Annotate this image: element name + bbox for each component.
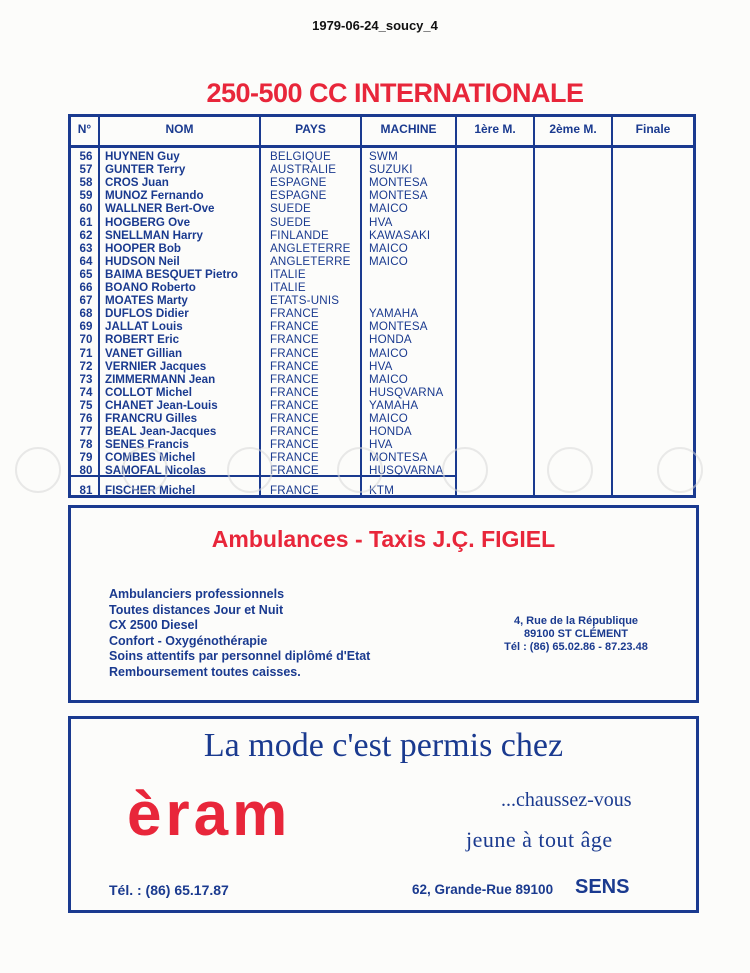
row-number: 78 [79,438,93,452]
column-divider [611,117,613,495]
row-number: 59 [79,189,93,203]
rider-country: ESPAGNE [270,189,327,203]
service-line: Confort - Oxygénothérapie [109,633,268,648]
service-line: Remboursement toutes caisses. [109,664,301,679]
row-number: 76 [79,412,93,425]
rider-country: AUSTRALIE [270,163,337,177]
rider-country: FRANCE [270,346,319,360]
rider-machine: HUSQVARNA [369,385,444,399]
rider-country: ITALIE [270,281,306,294]
rider-machine: MAICO [369,372,409,386]
rider-name: WALLNER Bert-Ove [105,202,215,216]
rider-country: FRANCE [270,412,319,425]
rider-machine: YAMAHA [369,398,419,412]
eram-phone: Tél. : (86) 65.17.87 [109,882,229,898]
address-line: Tél : (86) 65.02.86 - 87.23.48 [504,641,648,653]
row-number: 61 [79,215,93,229]
header-finale: Finale [635,122,671,136]
results-table [68,114,696,498]
column-divider [259,117,261,495]
rider-country: ESPAGNE [270,176,327,190]
rider-name: COLLOT Michel [105,385,192,399]
rider-country: FRANCE [270,425,319,439]
rider-country: FRANCE [270,451,319,465]
rider-name: GUNTER Terry [105,163,186,177]
row-number: 71 [79,346,93,360]
column-divider [360,117,362,495]
rider-name: CHANET Jean-Louis [105,398,218,412]
row-number: 80 [79,464,93,478]
row-number: 60 [79,202,93,216]
rider-machine: KTM [369,483,395,497]
rider-country: FRANCE [270,359,319,373]
rider-name: HOOPER Bob [105,241,182,255]
rider-name: SNELLMAN Harry [105,228,203,242]
row-number: 72 [79,359,93,373]
row-number: 57 [79,163,93,177]
rider-name: VERNIER Jacques [105,359,207,373]
rider-name: JALLAT Louis [105,320,183,334]
rider-machine: MAICO [369,202,409,216]
service-line: CX 2500 Diesel [109,618,198,632]
rider-name: HUDSON Neil [105,254,180,268]
rider-name: SENES Francis [105,438,189,452]
row-number: 63 [79,241,93,255]
eram-slogan-line-1: ...chaussez-vous [501,789,632,811]
rider-machine: HVA [369,438,393,452]
rider-machine: MAICO [369,241,409,255]
rider-country: FINLANDE [270,228,329,242]
rider-name: CROS Juan [105,176,169,190]
rider-country: SUEDE [270,215,311,229]
ambulance-ad [68,505,699,703]
rider-machine: MONTESA [369,320,428,334]
header-num: N° [77,122,92,136]
results-title: 250-500 CC INTERNATIONALE [206,78,584,108]
rider-name: FISCHER Michel [105,483,196,497]
row-number: 75 [79,398,93,412]
rider-name: BAIMA BESQUET Pietro [105,267,238,281]
rider-name: FRANCRU Gilles [105,412,198,425]
rider-name: DUFLOS Didier [105,307,189,321]
rider-machine: MONTESA [369,176,428,190]
rider-country: FRANCE [270,333,319,347]
eram-address: 62, Grande-Rue 89100 [412,882,554,897]
rider-machine: MAICO [369,346,409,360]
row-number: 65 [79,267,93,281]
rider-machine: HUSQVARNA [369,464,444,478]
rider-machine: SWM [369,150,398,163]
rider-name: MUNOZ Fernando [105,189,204,203]
row-number: 69 [79,320,93,334]
row-number: 79 [79,451,93,465]
row-number: 56 [79,150,93,163]
header-manche-2: 2ème M. [549,122,597,136]
rider-name: BEAL Jean-Jacques [105,425,217,439]
rider-machine: YAMAHA [369,307,419,321]
ambulance-services [109,587,370,680]
rider-name: BOANO Roberto [105,281,196,294]
address-line: 89100 ST CLÉMENT [524,628,628,640]
eram-city: SENS [575,876,630,898]
column-divider [455,117,457,495]
row-number: 66 [79,281,93,294]
header-machine: MACHINE [380,122,437,136]
row-number: 81 [79,483,93,497]
rider-machine: SUZUKI [369,163,413,177]
rider-country: ANGLETERRE [270,254,351,268]
rider-name: ROBERT Eric [105,333,180,347]
row-number: 68 [79,307,93,321]
rider-name: SAMOFAL Nicolas [105,464,206,478]
rider-country: FRANCE [270,483,319,497]
ambulance-address [471,615,681,654]
header-rule [71,145,693,148]
rider-country: FRANCE [270,385,319,399]
eram-ad [68,716,699,913]
header-pays: PAYS [295,122,326,136]
rider-country: ETATS-UNIS [270,294,340,308]
row-number: 77 [79,425,93,439]
address-line: 4, Rue de la République [513,615,639,627]
column-divider [533,117,535,495]
rider-machine: MONTESA [369,189,428,203]
rider-name: ZIMMERMANN Jean [105,372,216,386]
rider-country: FRANCE [270,307,319,321]
rider-machine: HVA [369,215,393,229]
service-line: Toutes distances Jour et Nuit [109,602,284,617]
rider-country: FRANCE [270,372,319,386]
eram-headline: La mode c'est permis chez [203,727,564,764]
service-line: Soins attentifs par personnel diplômé d'Etat [109,649,371,663]
rider-machine: KAWASAKI [369,228,431,242]
rider-country: BELGIQUE [270,150,331,163]
column-divider [98,117,100,495]
row-number: 74 [79,385,93,399]
row-number: 73 [79,372,93,386]
row-number: 70 [79,333,93,347]
eram-logo: èram [127,780,292,849]
rider-country: SUEDE [270,202,311,216]
rider-machine: MAICO [369,412,409,425]
rider-country: FRANCE [270,438,319,452]
rider-machine: HVA [369,359,393,373]
rider-country: FRANCE [270,398,319,412]
rider-name: MOATES Marty [105,294,188,308]
rider-name: HOGBERG Ove [105,215,191,229]
row-number: 67 [79,294,93,308]
rider-country: ITALIE [270,267,306,281]
rider-country: ANGLETERRE [270,241,351,255]
header-manche-1: 1ère M. [474,122,516,136]
rider-machine: MONTESA [369,451,428,465]
document-id: 1979-06-24_soucy_4 [312,18,438,33]
rider-country: FRANCE [270,320,319,334]
row-number: 64 [79,254,93,268]
eram-slogan-line-2: jeune à tout âge [466,827,613,852]
rider-name: VANET Gillian [105,346,183,360]
rider-name: COMBES Michel [105,451,196,465]
ambulance-title: Ambulances - Taxis J.Ç. FIGIEL [211,526,556,552]
service-line: Ambulanciers professionnels [109,587,285,601]
rider-country: FRANCE [270,464,319,478]
rider-machine: HONDA [369,333,412,347]
row-number: 58 [79,176,93,190]
rider-machine: HONDA [369,425,412,439]
header-nom: NOM [165,122,194,136]
rider-machine: MAICO [369,254,409,268]
rider-name: HUYNEN Guy [105,150,180,163]
row-number: 62 [79,228,93,242]
